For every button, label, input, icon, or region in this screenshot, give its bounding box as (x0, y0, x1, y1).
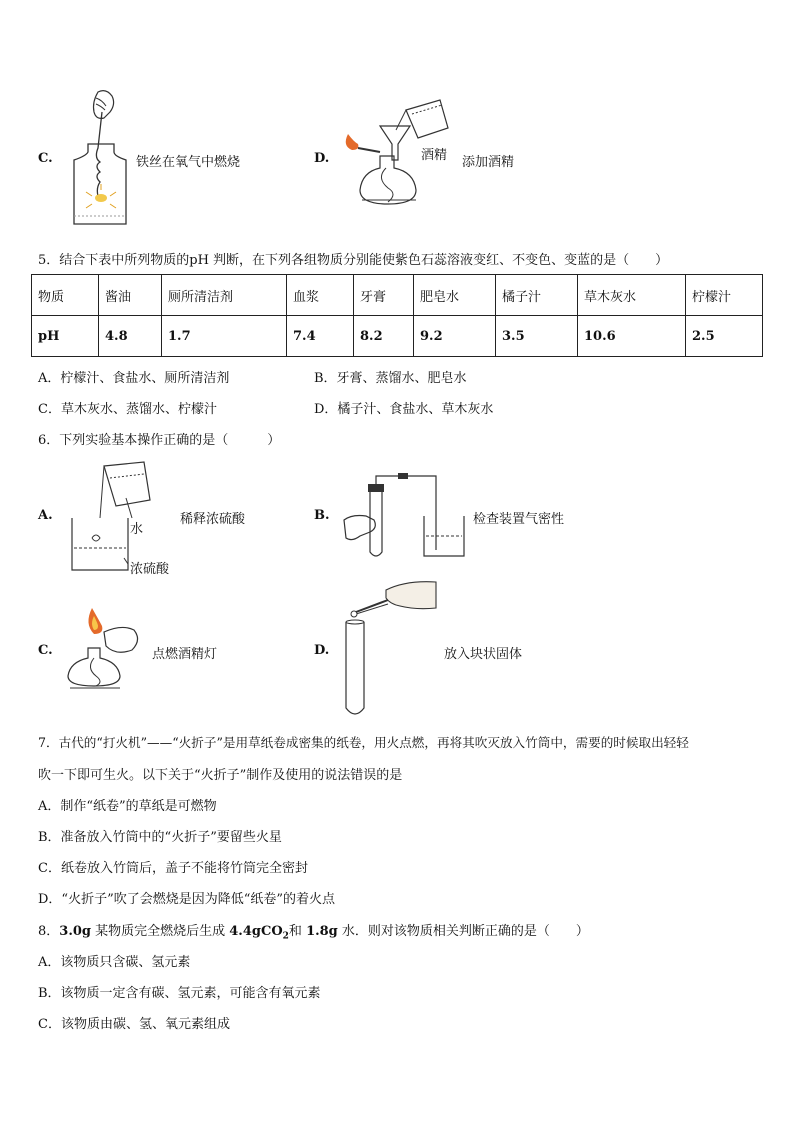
row-header-ph: pH (32, 316, 99, 357)
ph-value: 9.2 (414, 316, 496, 357)
ph-value: 3.5 (496, 316, 578, 357)
fig-label-conc-acid: 浓硫酸 (130, 562, 170, 577)
table-row (32, 316, 763, 357)
q8-stem (38, 920, 589, 942)
q8-number: 8． (38, 924, 60, 939)
q8-mass-substance: 3.0g (59, 924, 91, 939)
light-alcohol-lamp-figure (64, 604, 148, 696)
q8-stem-part: 水．则对该物质相关判断正确的是（ ） (337, 924, 589, 939)
q4-option-c-caption: 铁丝在氧气中燃烧 (136, 155, 241, 170)
q4-option-d-caption: 添加酒精 (462, 155, 515, 170)
q6-option-d-caption: 放入块状固体 (444, 647, 523, 662)
q7-stem-line2: 吹一下即可生火。以下关于“火折子”制作及使用的说法错误的是 (38, 768, 403, 783)
substance-name: 酱油 (99, 275, 162, 316)
q6-option-b-caption: 检查装置气密性 (473, 512, 565, 527)
substance-name: 血浆 (287, 275, 354, 316)
ph-value: 10.6 (578, 316, 686, 357)
ph-value: 1.7 (162, 316, 287, 357)
q4-option-d-letter: D. (314, 151, 330, 166)
ph-value: 2.5 (686, 316, 763, 357)
q4-option-c-letter: C. (38, 151, 53, 166)
table-row (32, 275, 763, 316)
q8-stem-part: 某物质完全燃烧后生成 (91, 924, 230, 939)
q6-option-c-caption: 点燃酒精灯 (152, 647, 218, 662)
q8-option-a: A．该物质只含碳、氢元素 (38, 955, 191, 970)
iron-wire-burning-figure (62, 88, 132, 230)
q7-option-c: C．纸卷放入竹筒后，盖子不能将竹筒完全密封 (38, 861, 308, 876)
substance-name: 草木灰水 (578, 275, 686, 316)
q6-option-a-caption: 稀释浓硫酸 (180, 512, 246, 527)
q6-option-b-letter: B. (314, 508, 330, 523)
q5-option-c: C．草木灰水、蒸馏水、柠檬汁 (38, 402, 217, 417)
q5-stem: 5．结合下表中所列物质的pH 判断，在下列各组物质分别能使紫色石蕊溶液变红、不变色、变蓝的是（ ） (38, 253, 669, 268)
q8-co2-subscript: 2 (282, 931, 289, 942)
q6-option-d-letter: D. (314, 643, 330, 658)
row-header-substance: 物质 (32, 275, 99, 316)
ph-value: 8.2 (354, 316, 414, 357)
q8-stem-part: 和 (288, 924, 307, 939)
q6-option-a-letter: A. (38, 508, 53, 523)
substance-name: 牙膏 (354, 275, 414, 316)
solid-into-test-tube-figure (340, 578, 440, 720)
substance-name: 厕所清洁剂 (162, 275, 287, 316)
substance-name: 橘子汁 (496, 275, 578, 316)
airtightness-check-figure (342, 470, 468, 562)
ph-value: 4.8 (99, 316, 162, 357)
q7-option-a: A．制作“纸卷”的草纸是可燃物 (38, 799, 217, 814)
q6-stem: 6．下列实验基本操作正确的是（ ） (38, 433, 281, 448)
q5-option-a: A．柠檬汁、食盐水、厕所清洁剂 (38, 371, 230, 386)
alcohol-fig-label: 酒精 (421, 148, 448, 163)
q7-stem-line1: 7．古代的“打火机”——“火折子”是用草纸卷成密集的纸卷，用火点燃，再将其吹灭放入竹筒中，需要的时候取出轻轻 (38, 735, 689, 750)
ph-table (31, 274, 763, 357)
q8-option-b: B．该物质一定含有碳、氢元素，可能含有氧元素 (38, 986, 321, 1001)
q8-mass-co2: 4.4g (229, 924, 261, 939)
q7-option-b: B．准备放入竹筒中的“火折子”要留些火星 (38, 830, 282, 845)
substance-name: 肥皂水 (414, 275, 496, 316)
fig-label-water: 水 (130, 522, 144, 537)
q6-option-c-letter: C. (38, 643, 53, 658)
q8-co2-formula: CO (260, 924, 283, 939)
q8-mass-water: 1.8g (306, 924, 338, 939)
q8-option-c: C．该物质由碳、氢、氧元素组成 (38, 1017, 230, 1032)
ph-value: 7.4 (287, 316, 354, 357)
substance-name: 柠檬汁 (686, 275, 763, 316)
q7-option-d: D．“火折子”吹了会燃烧是因为降低“纸卷”的着火点 (38, 892, 336, 907)
q5-option-d: D．橘子汁、食盐水、草木灰水 (314, 402, 494, 417)
q5-option-b: B．牙膏、蒸馏水、肥皂水 (314, 371, 467, 386)
